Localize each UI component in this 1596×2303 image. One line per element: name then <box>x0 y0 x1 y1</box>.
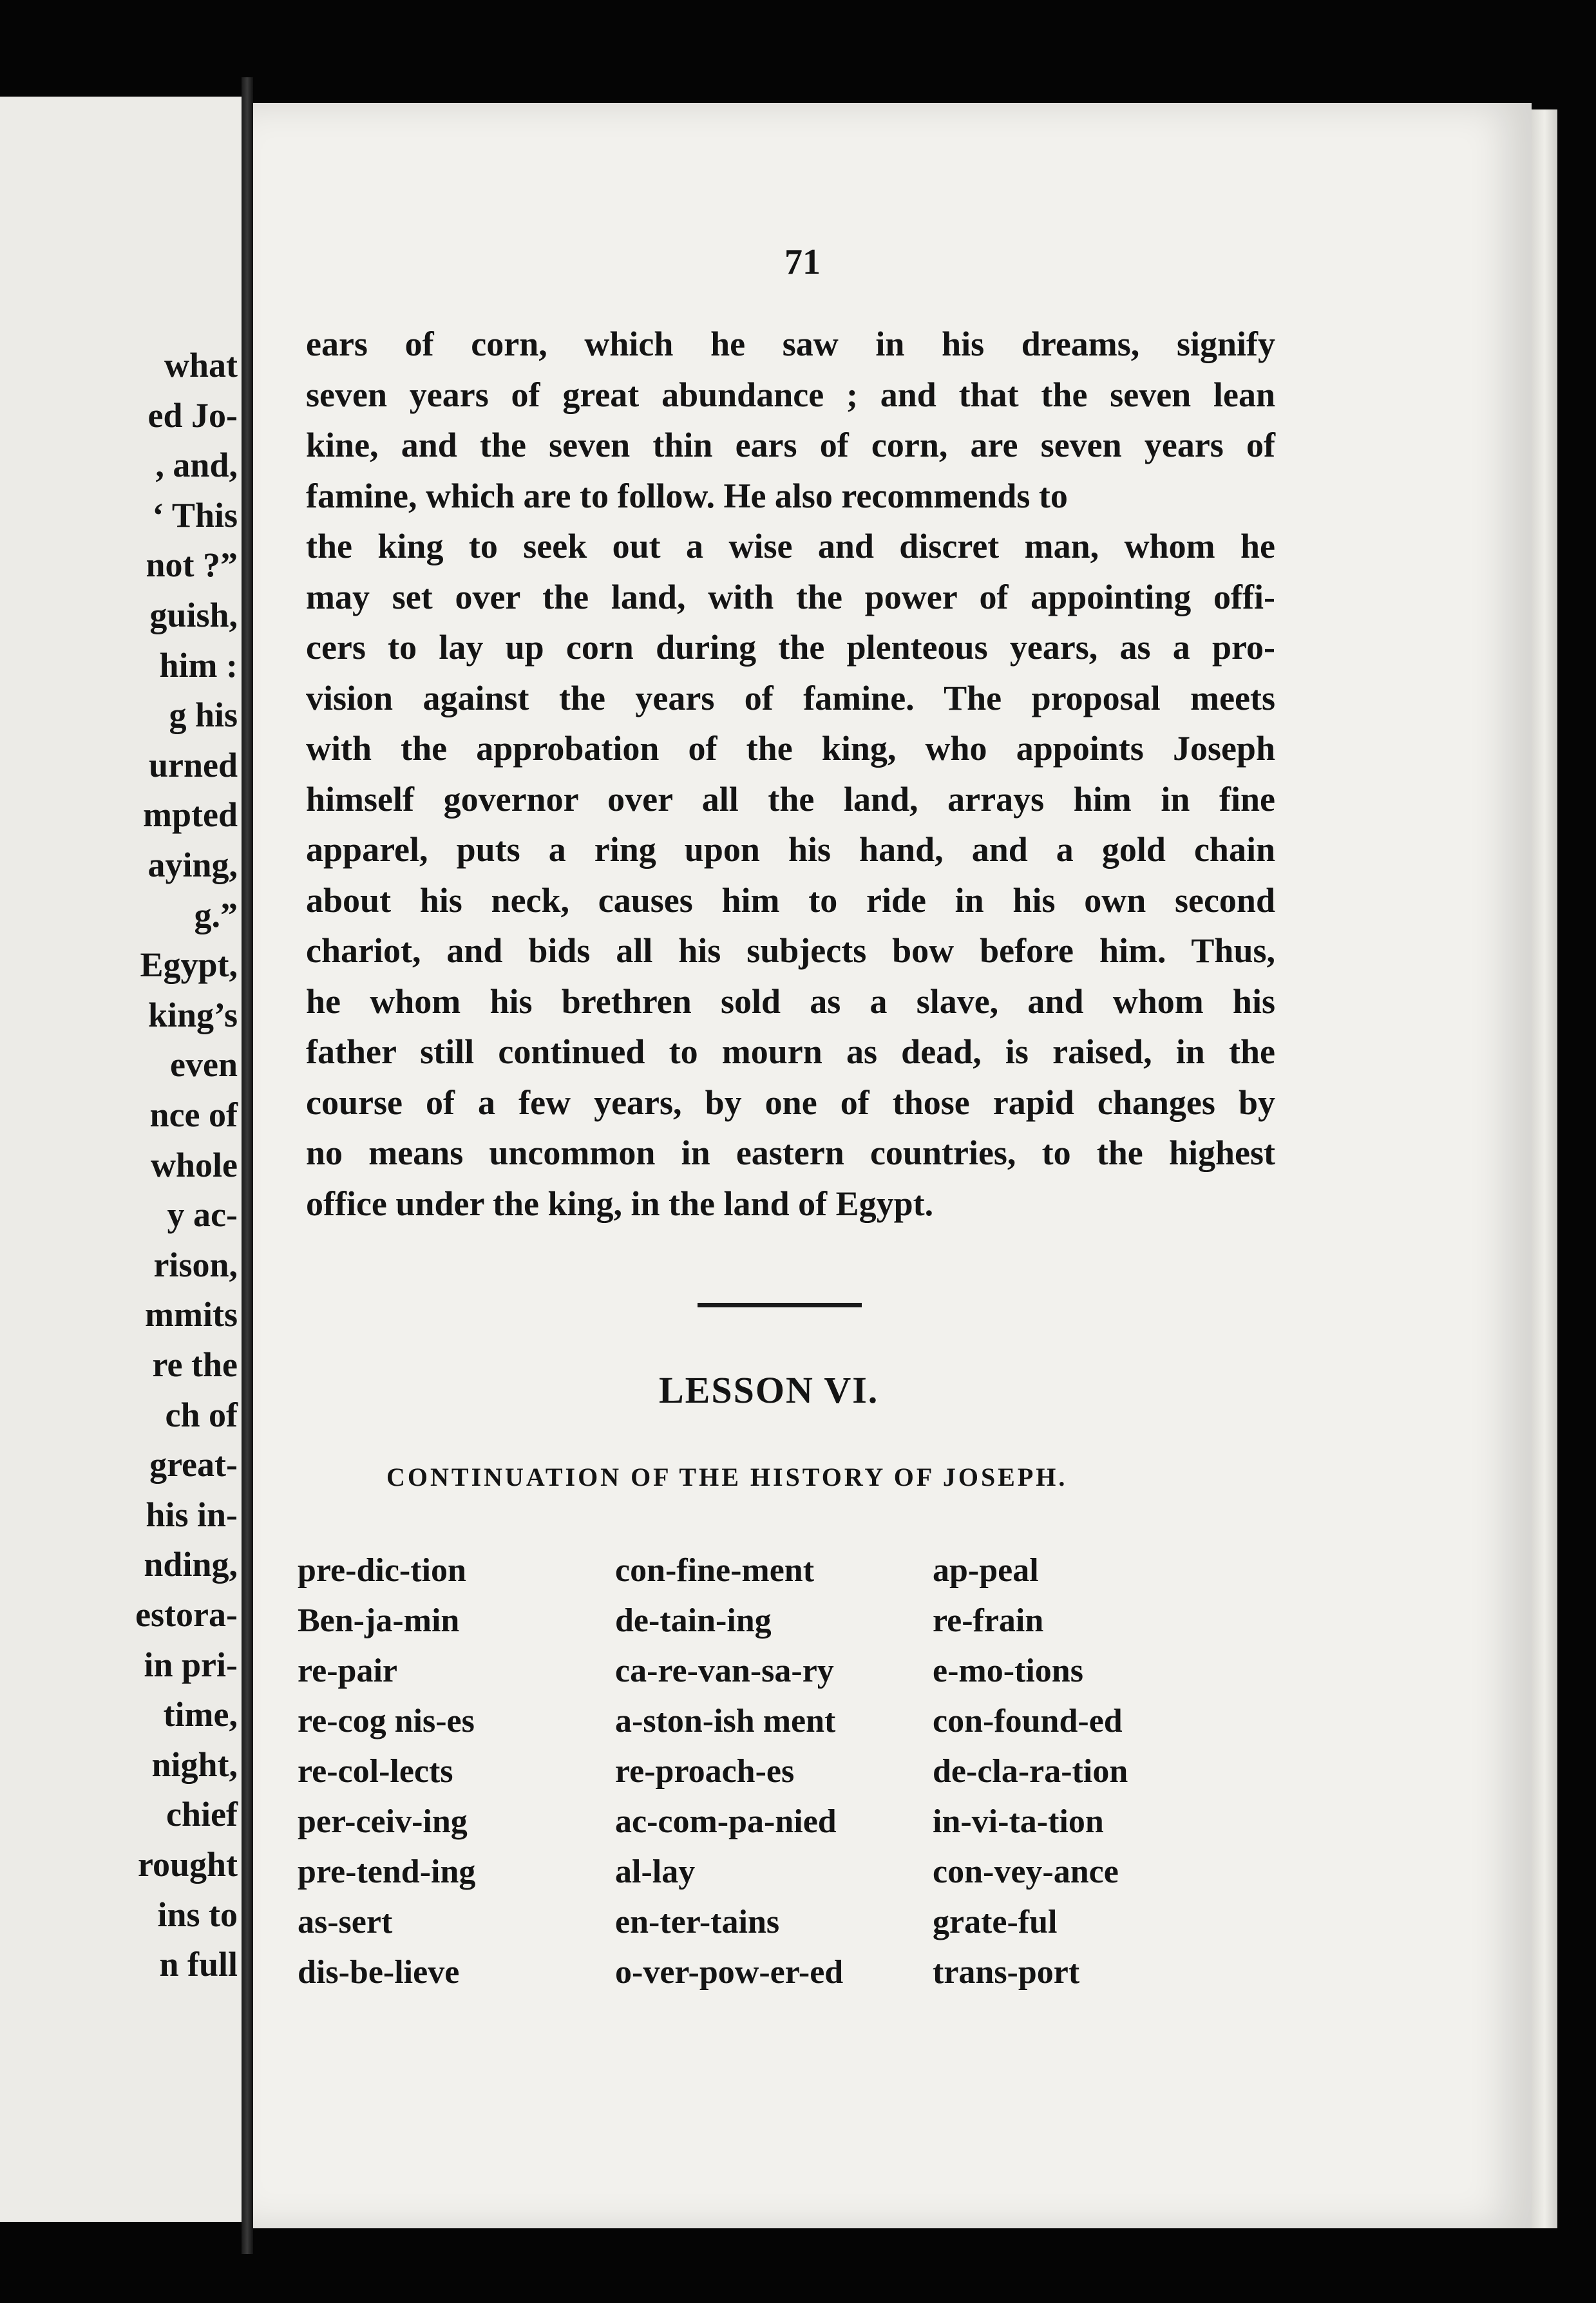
left-page-fragment: urned <box>148 745 238 784</box>
left-page-fragment: in pri- <box>144 1645 238 1684</box>
spelling-word: grate-ful <box>933 1904 1058 1940</box>
left-page-fragment: ins to <box>157 1895 238 1934</box>
lesson-title: LESSON VI. <box>659 1369 879 1411</box>
lesson-subtitle: CONTINUATION OF THE HISTORY OF JOSEPH. <box>386 1463 1068 1492</box>
spelling-word: re-col-lects <box>298 1753 453 1790</box>
left-page-fragment: re the <box>152 1345 238 1384</box>
text-line: course of a few years, by one of those rapid changes by <box>306 1083 1275 1122</box>
left-page-fragment: g.” <box>194 895 238 934</box>
spelling-word: re-pair <box>298 1653 397 1689</box>
left-page-fragment: Egypt, <box>140 945 238 985</box>
spelling-word: in-vi-ta-tion <box>933 1803 1104 1840</box>
text-line: vision against the years of famine. The proposal meets <box>306 678 1275 717</box>
left-page-fragment: estora- <box>135 1595 238 1634</box>
text-line: cers to lay up corn during the plenteous years, as a pro- <box>306 628 1275 667</box>
spelling-column-1 <box>298 1546 475 1998</box>
left-page-fragment: night, <box>151 1745 238 1784</box>
left-page-fragment: g his <box>169 696 238 735</box>
book-gutter <box>242 77 253 2254</box>
text-line: ears of corn, which he saw in his dreams, signify <box>306 325 1275 363</box>
spelling-word: en-ter-tains <box>615 1904 780 1940</box>
spelling-word: con-found-ed <box>933 1703 1123 1739</box>
left-page-fragment: n full <box>159 1945 238 1984</box>
spelling-word: ac-com-pa-nied <box>615 1803 837 1840</box>
text-line: seven years of great abundance ; and that the seven lean <box>306 375 1275 414</box>
text-line: office under the king, in the land of Egypt. <box>306 1184 934 1223</box>
section-divider <box>698 1303 862 1307</box>
text-line: the king to seek out a wise and discret man, whom he <box>306 527 1275 565</box>
text-line: apparel, puts a ring upon his hand, and a gold chain <box>306 830 1275 869</box>
left-page-fragment: nding, <box>144 1545 238 1584</box>
left-page-fragment: not ?” <box>146 545 238 585</box>
spelling-word: de-tain-ing <box>615 1602 772 1639</box>
left-page-fragment: aying, <box>147 846 238 884</box>
left-page <box>0 97 242 2222</box>
text-line: kine, and the seven thin ears of corn, are seven years of <box>306 426 1275 464</box>
text-line: about his neck, causes him to ride in his own second <box>306 880 1275 920</box>
text-line: famine, which are to follow. He also recommends to <box>306 476 1068 515</box>
spelling-word: re-proach-es <box>615 1753 795 1790</box>
left-page-fragment: what <box>164 346 238 384</box>
text-line: may set over the land, with the power of appointing offi- <box>306 577 1275 616</box>
spelling-word: as-sert <box>298 1904 393 1940</box>
spelling-word: con-vey-ance <box>933 1853 1119 1890</box>
left-page-fragment: y ac- <box>167 1195 238 1235</box>
text-line: with the approbation of the king, who appoints Joseph <box>306 729 1275 768</box>
spelling-word: e-mo-tions <box>933 1653 1083 1689</box>
spelling-word: pre-tend-ing <box>298 1853 476 1890</box>
spelling-word: a-ston-ish ment <box>615 1703 836 1739</box>
left-page-fragment: ed Jo- <box>147 395 238 435</box>
spelling-word: con-fine-ment <box>615 1552 815 1589</box>
left-page-fragment: ‘ This <box>152 495 238 535</box>
left-page-fragment: guish, <box>149 596 238 634</box>
left-page-fragment: mmits <box>145 1295 238 1334</box>
spelling-word: trans-port <box>933 1954 1080 1991</box>
text-line: father still continued to mourn as dead, is raised, in the <box>306 1032 1275 1071</box>
spelling-word: re-cog nis-es <box>298 1703 475 1739</box>
spelling-word: al-lay <box>615 1853 696 1890</box>
spelling-word: Ben-ja-min <box>298 1602 460 1639</box>
left-page-fragment: ch of <box>165 1395 238 1434</box>
body-text <box>306 319 1275 1229</box>
left-page-fragment: whole <box>151 1145 238 1184</box>
text-line: he whom his brethren sold as a slave, and whom his <box>306 981 1275 1021</box>
spelling-word: per-ceiv-ing <box>298 1803 468 1840</box>
spelling-word: de-cla-ra-tion <box>933 1753 1128 1790</box>
text-line: no means uncommon in eastern countries, to the highest <box>306 1133 1275 1172</box>
spelling-word: re-frain <box>933 1602 1044 1639</box>
left-page-fragment: rison, <box>153 1245 238 1284</box>
page-edge <box>1532 109 1557 2228</box>
left-page-fragment: king’s <box>147 995 238 1034</box>
spelling-word: o-ver-pow-er-ed <box>615 1954 844 1991</box>
left-page-fragment: even <box>170 1045 238 1085</box>
spelling-word: ca-re-van-sa-ry <box>615 1653 834 1689</box>
spelling-word: ap-peal <box>933 1552 1039 1589</box>
text-line: himself governor over all the land, arrays him in fine <box>306 779 1275 819</box>
left-page-fragment: , and, <box>155 446 238 485</box>
left-page-fragment: his in- <box>146 1495 238 1534</box>
left-page-fragment: chief <box>166 1795 238 1834</box>
spelling-word: dis-be-lieve <box>298 1954 460 1991</box>
text-line: chariot, and bids all his subjects bow before him. Thus, <box>306 931 1275 970</box>
page-number: 71 <box>784 242 821 282</box>
left-page-fragment: time, <box>163 1695 238 1734</box>
spelling-column-2 <box>615 1546 843 1998</box>
left-page-fragment: nce of <box>149 1095 238 1134</box>
left-page-fragment: rought <box>137 1845 238 1884</box>
left-page-fragment: great- <box>149 1445 238 1484</box>
spelling-column-3 <box>933 1546 1128 1998</box>
left-page-fragment: him : <box>159 645 238 685</box>
left-page-fragment: mpted <box>143 795 238 835</box>
spelling-word: pre-dic-tion <box>298 1552 466 1589</box>
